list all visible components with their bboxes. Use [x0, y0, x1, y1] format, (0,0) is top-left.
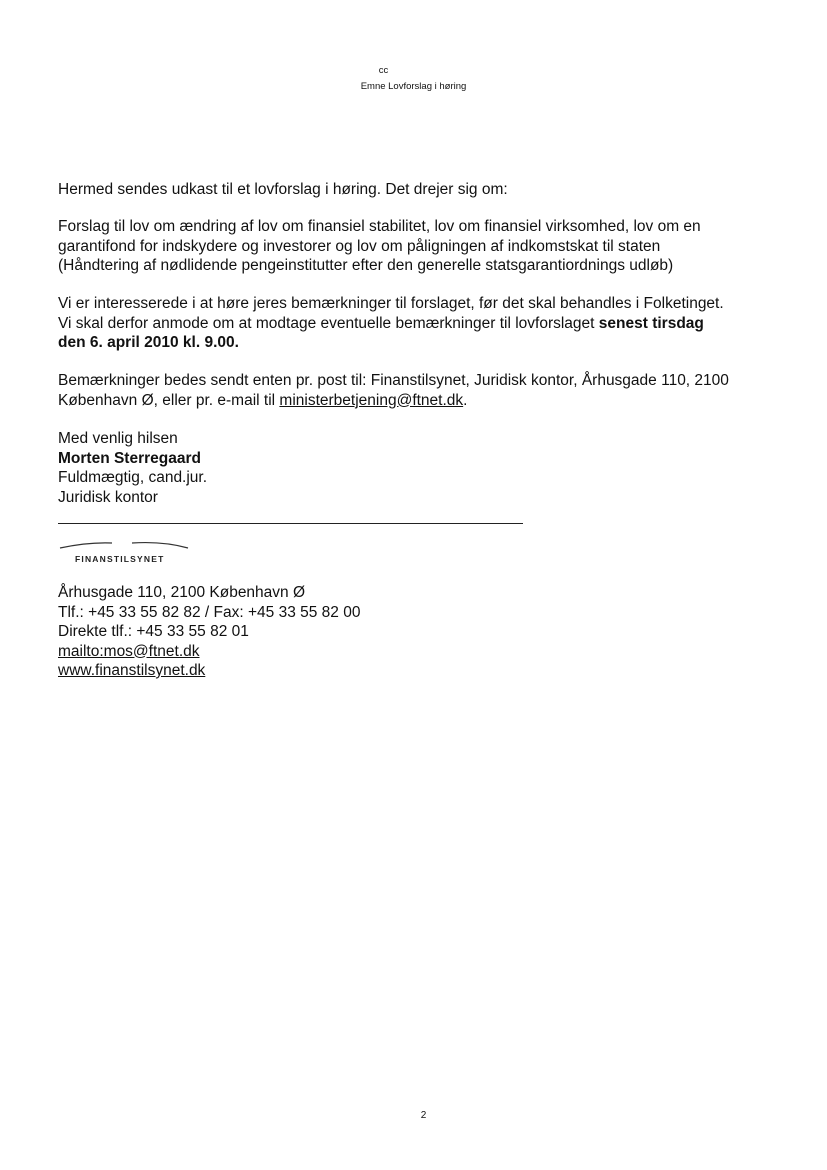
contact-address: Århusgade 110, 2100 København Ø	[58, 584, 306, 601]
logo-text: FINANSTILSYNET	[75, 554, 165, 564]
request-line-2	[58, 314, 793, 334]
signer-title: Fuldmægtig, cand.jur.	[58, 469, 208, 486]
intro-paragraph	[58, 180, 793, 200]
proposal-line-1: Forslag til lov om ændring af lov om finansiel stabilitet, lov om finansiel virksomhed, lov om en	[58, 218, 701, 235]
contact-direct-phone: Direkte tlf.: +45 33 55 82 01	[58, 623, 249, 640]
page-number: 2	[420, 1110, 427, 1121]
contact-phone-fax: Tlf.: +45 33 55 82 82 / Fax: +45 33 55 82 00	[58, 603, 361, 621]
logo-swoosh-icon	[58, 538, 208, 554]
deadline-part-2: den 6. april 2010 kl. 9.00.	[58, 334, 239, 351]
proposal-paragraph	[58, 217, 793, 276]
submission-line-2	[58, 391, 793, 411]
signer-name: Morten Sterregaard	[58, 449, 201, 467]
contact-mail-row	[58, 642, 793, 662]
request-line-2-text: Vi skal derfor anmode om at modtage eventuelle bemærkninger til lovforslaget	[58, 314, 599, 332]
deadline-part-1: senest tirsdag	[598, 314, 704, 332]
cc-label: cc	[378, 65, 389, 76]
mailto-link[interactable]: mailto:mos@ftnet.dk	[58, 642, 200, 660]
email-header	[0, 63, 827, 95]
submission-line-1: Bemærkninger bedes sendt enten pr. post til: Finanstilsynet, Juridisk kontor, Århusgade 110, 2100	[58, 372, 729, 389]
intro-text: Hermed sendes udkast til et lovforslag i høring. Det drejer sig om:	[58, 181, 508, 198]
website-link[interactable]: www.finanstilsynet.dk	[58, 662, 206, 679]
contact-block	[58, 583, 793, 681]
request-line-1: Vi er interesserede i at høre jeres bemærkninger til forslaget, før det skal behandles i Folketinget.	[58, 295, 724, 312]
signature-block	[58, 429, 793, 507]
signer-department: Juridisk kontor	[58, 488, 158, 506]
request-paragraph	[58, 294, 793, 353]
finanstilsynet-logo	[58, 538, 208, 568]
proposal-line-3: (Håndtering af nødlidende pengeinstitutter efter den generelle statsgarantiordnings udløb)	[58, 257, 674, 274]
submission-line-2-prefix: København Ø, eller pr. e-mail til	[58, 391, 280, 409]
subject-line: Emne Lovforslag i høring	[360, 81, 467, 92]
proposal-line-2: garantifond for indskydere og investorer og lov om påligningen af indkomstskat til staten	[58, 237, 661, 255]
greeting: Med venlig hilsen	[58, 430, 178, 447]
submission-paragraph	[58, 371, 793, 410]
contact-web-row	[58, 661, 793, 681]
submission-line-2-suffix: .	[463, 391, 468, 409]
signature-divider	[58, 523, 523, 524]
email-link[interactable]: ministerbetjening@ftnet.dk	[279, 391, 464, 409]
